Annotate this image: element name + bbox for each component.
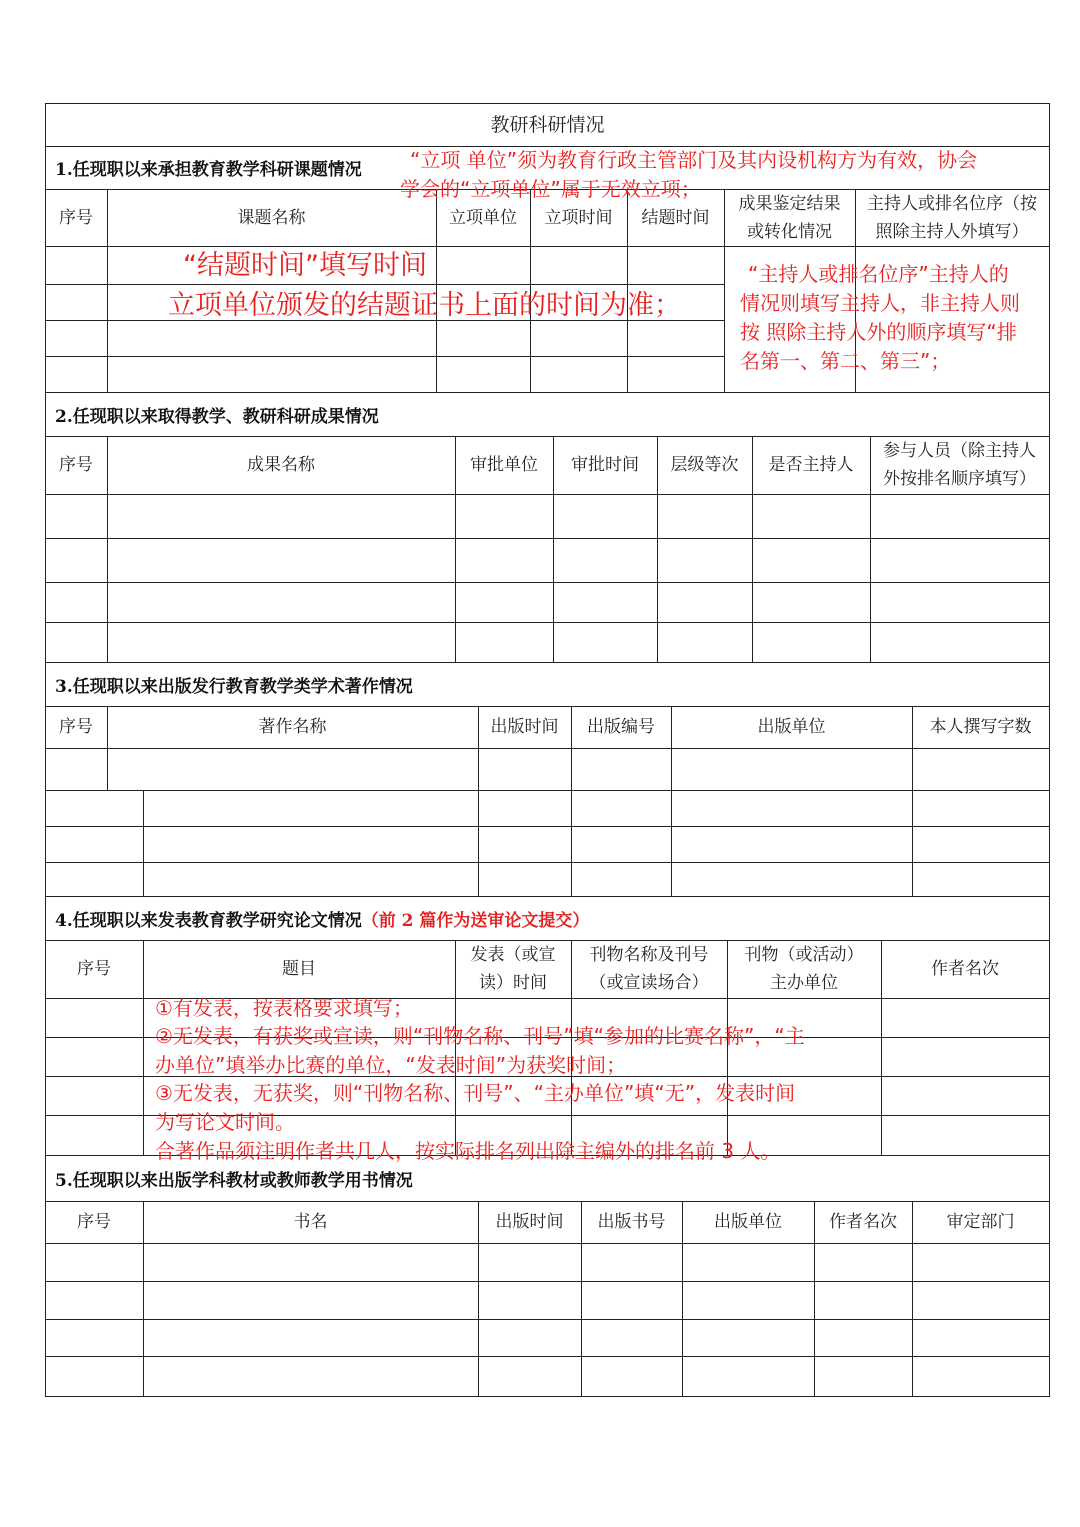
annotation-paper-line-3: 办单位”填举办比赛的单位，“发表时间”为获奖时间； bbox=[155, 1053, 627, 1077]
header-cell: 作者名次 bbox=[829, 1212, 897, 1232]
section-4-heading-note: （前 2 篇作为送审论文提交） bbox=[361, 910, 590, 931]
header-cell: 出版编号 bbox=[587, 717, 655, 737]
column-divider bbox=[143, 790, 144, 896]
table-border-bottom bbox=[45, 1396, 1050, 1397]
row-divider bbox=[45, 356, 725, 357]
row-divider bbox=[45, 1281, 1050, 1282]
row-divider bbox=[45, 622, 1050, 623]
header-cell: 刊物（或活动） 主办单位 bbox=[744, 945, 864, 993]
header-cell: 出版书号 bbox=[597, 1212, 666, 1232]
header-cell: 序号 bbox=[77, 959, 111, 979]
row-divider bbox=[45, 826, 1050, 827]
row-divider bbox=[45, 494, 1050, 495]
header-cell: 著作名称 bbox=[258, 717, 327, 737]
header-cell: 主持人或排名位序（按 照除主持人外填写） bbox=[867, 193, 1037, 242]
header-cell: 成果鉴定结果 或转化情况 bbox=[738, 193, 841, 242]
header-cell: 课题名称 bbox=[237, 207, 306, 228]
header-cell: 题目 bbox=[282, 959, 316, 979]
row-divider bbox=[45, 862, 1050, 863]
header-cell: 本人撰写字数 bbox=[929, 717, 1032, 737]
form-title: 教研科研情况 bbox=[490, 113, 605, 136]
header-cell: 序号 bbox=[59, 455, 93, 475]
row-divider bbox=[45, 538, 1050, 539]
annotation-paper-line-5: 为写论文时间。 bbox=[155, 1110, 295, 1134]
header-cell: 立项单位 bbox=[449, 207, 517, 228]
row-divider bbox=[45, 748, 1050, 749]
header-cell: 审批时间 bbox=[571, 455, 639, 475]
section-2-heading: 2.任现职以来取得教学、教研科研成果情况 bbox=[55, 406, 379, 427]
annotation-host-line-3: 按 照除主持人外的顺序填写“排 bbox=[740, 320, 1017, 344]
table-border-right bbox=[1049, 103, 1050, 1397]
header-cell: 成果名称 bbox=[247, 455, 315, 475]
annotation-unit-line-2: 学会的“立项单位”属于无效立项； bbox=[400, 177, 701, 201]
section-4-heading-text: 4.任现职以来发表教育教学研究论文情况 bbox=[55, 910, 362, 931]
header-cell: 出版时间 bbox=[495, 1212, 564, 1232]
annotation-host-line-4: 名第一、第二、第三”； bbox=[740, 349, 951, 373]
header-cell: 书名 bbox=[293, 1212, 328, 1232]
annotation-paper-line-2: ②无发表，有获奖或宣读，则“刊物名称、刊号”填“参加的比赛名称”，“主 bbox=[155, 1024, 805, 1048]
header-cell: 立项时间 bbox=[544, 207, 613, 228]
row-divider bbox=[45, 582, 1050, 583]
section-4-heading bbox=[55, 896, 589, 940]
section-3-heading: 3.任现职以来出版发行教育教学类学术著作情况 bbox=[55, 676, 413, 697]
section-1-heading: 1.任现职以来承担教育教学科研课题情况 bbox=[55, 160, 362, 180]
header-cell: 作者名次 bbox=[931, 959, 999, 979]
header-cell: 序号 bbox=[59, 717, 93, 737]
header-cell: 出版时间 bbox=[490, 717, 559, 737]
header-cell: 出版单位 bbox=[757, 717, 826, 737]
annotation-endtime-line-1: “结题时间”填写时间 bbox=[183, 250, 427, 281]
annotation-host-line-2: 情况则填写主持人，非主持人则 bbox=[740, 291, 1020, 315]
header-cell: 发表（或宣 读）时间 bbox=[470, 945, 556, 993]
row-divider bbox=[45, 1356, 1050, 1357]
row-divider bbox=[45, 790, 1050, 791]
header-cell: 结题时间 bbox=[641, 207, 710, 228]
section-5-heading: 5.任现职以来出版学科教材或教师教学用书情况 bbox=[55, 1170, 413, 1191]
header-cell: 参与人员（除主持人 外按排名顺序填写） bbox=[883, 441, 1036, 489]
header-cell: 层级等次 bbox=[670, 455, 739, 475]
header-cell: 审批单位 bbox=[470, 455, 538, 475]
header-cell: 刊物名称及刊号 （或宣读场合） bbox=[589, 945, 709, 993]
header-cell: 序号 bbox=[77, 1212, 111, 1232]
header-cell: 审定部门 bbox=[946, 1212, 1015, 1232]
annotation-host-line-1: “主持人或排名位序”主持人的 bbox=[748, 262, 1009, 286]
header-cell: 出版单位 bbox=[714, 1212, 782, 1232]
annotation-paper-line-6: 合著作品须注明作者共几人，按实际排名列出除主编外的排名前 3 人。 bbox=[155, 1139, 781, 1163]
header-cell: 序号 bbox=[59, 207, 93, 228]
row-divider bbox=[45, 1319, 1050, 1320]
row-divider bbox=[45, 1243, 1050, 1244]
annotation-endtime-line-2: 立项单位颁发的结题证书上面的时间为准； bbox=[168, 290, 681, 321]
annotation-unit-line-1: “立项 单位”须为教育行政主管部门及其内设机构方为有效，协会 bbox=[410, 148, 978, 172]
annotation-paper-line-4: ③无发表，无获奖，则“刊物名称、刊号”、“主办单位”填“无”，发表时间 bbox=[155, 1081, 796, 1105]
annotation-paper-line-1: ①有发表，按表格要求填写； bbox=[155, 996, 413, 1020]
header-cell: 是否主持人 bbox=[768, 455, 854, 475]
